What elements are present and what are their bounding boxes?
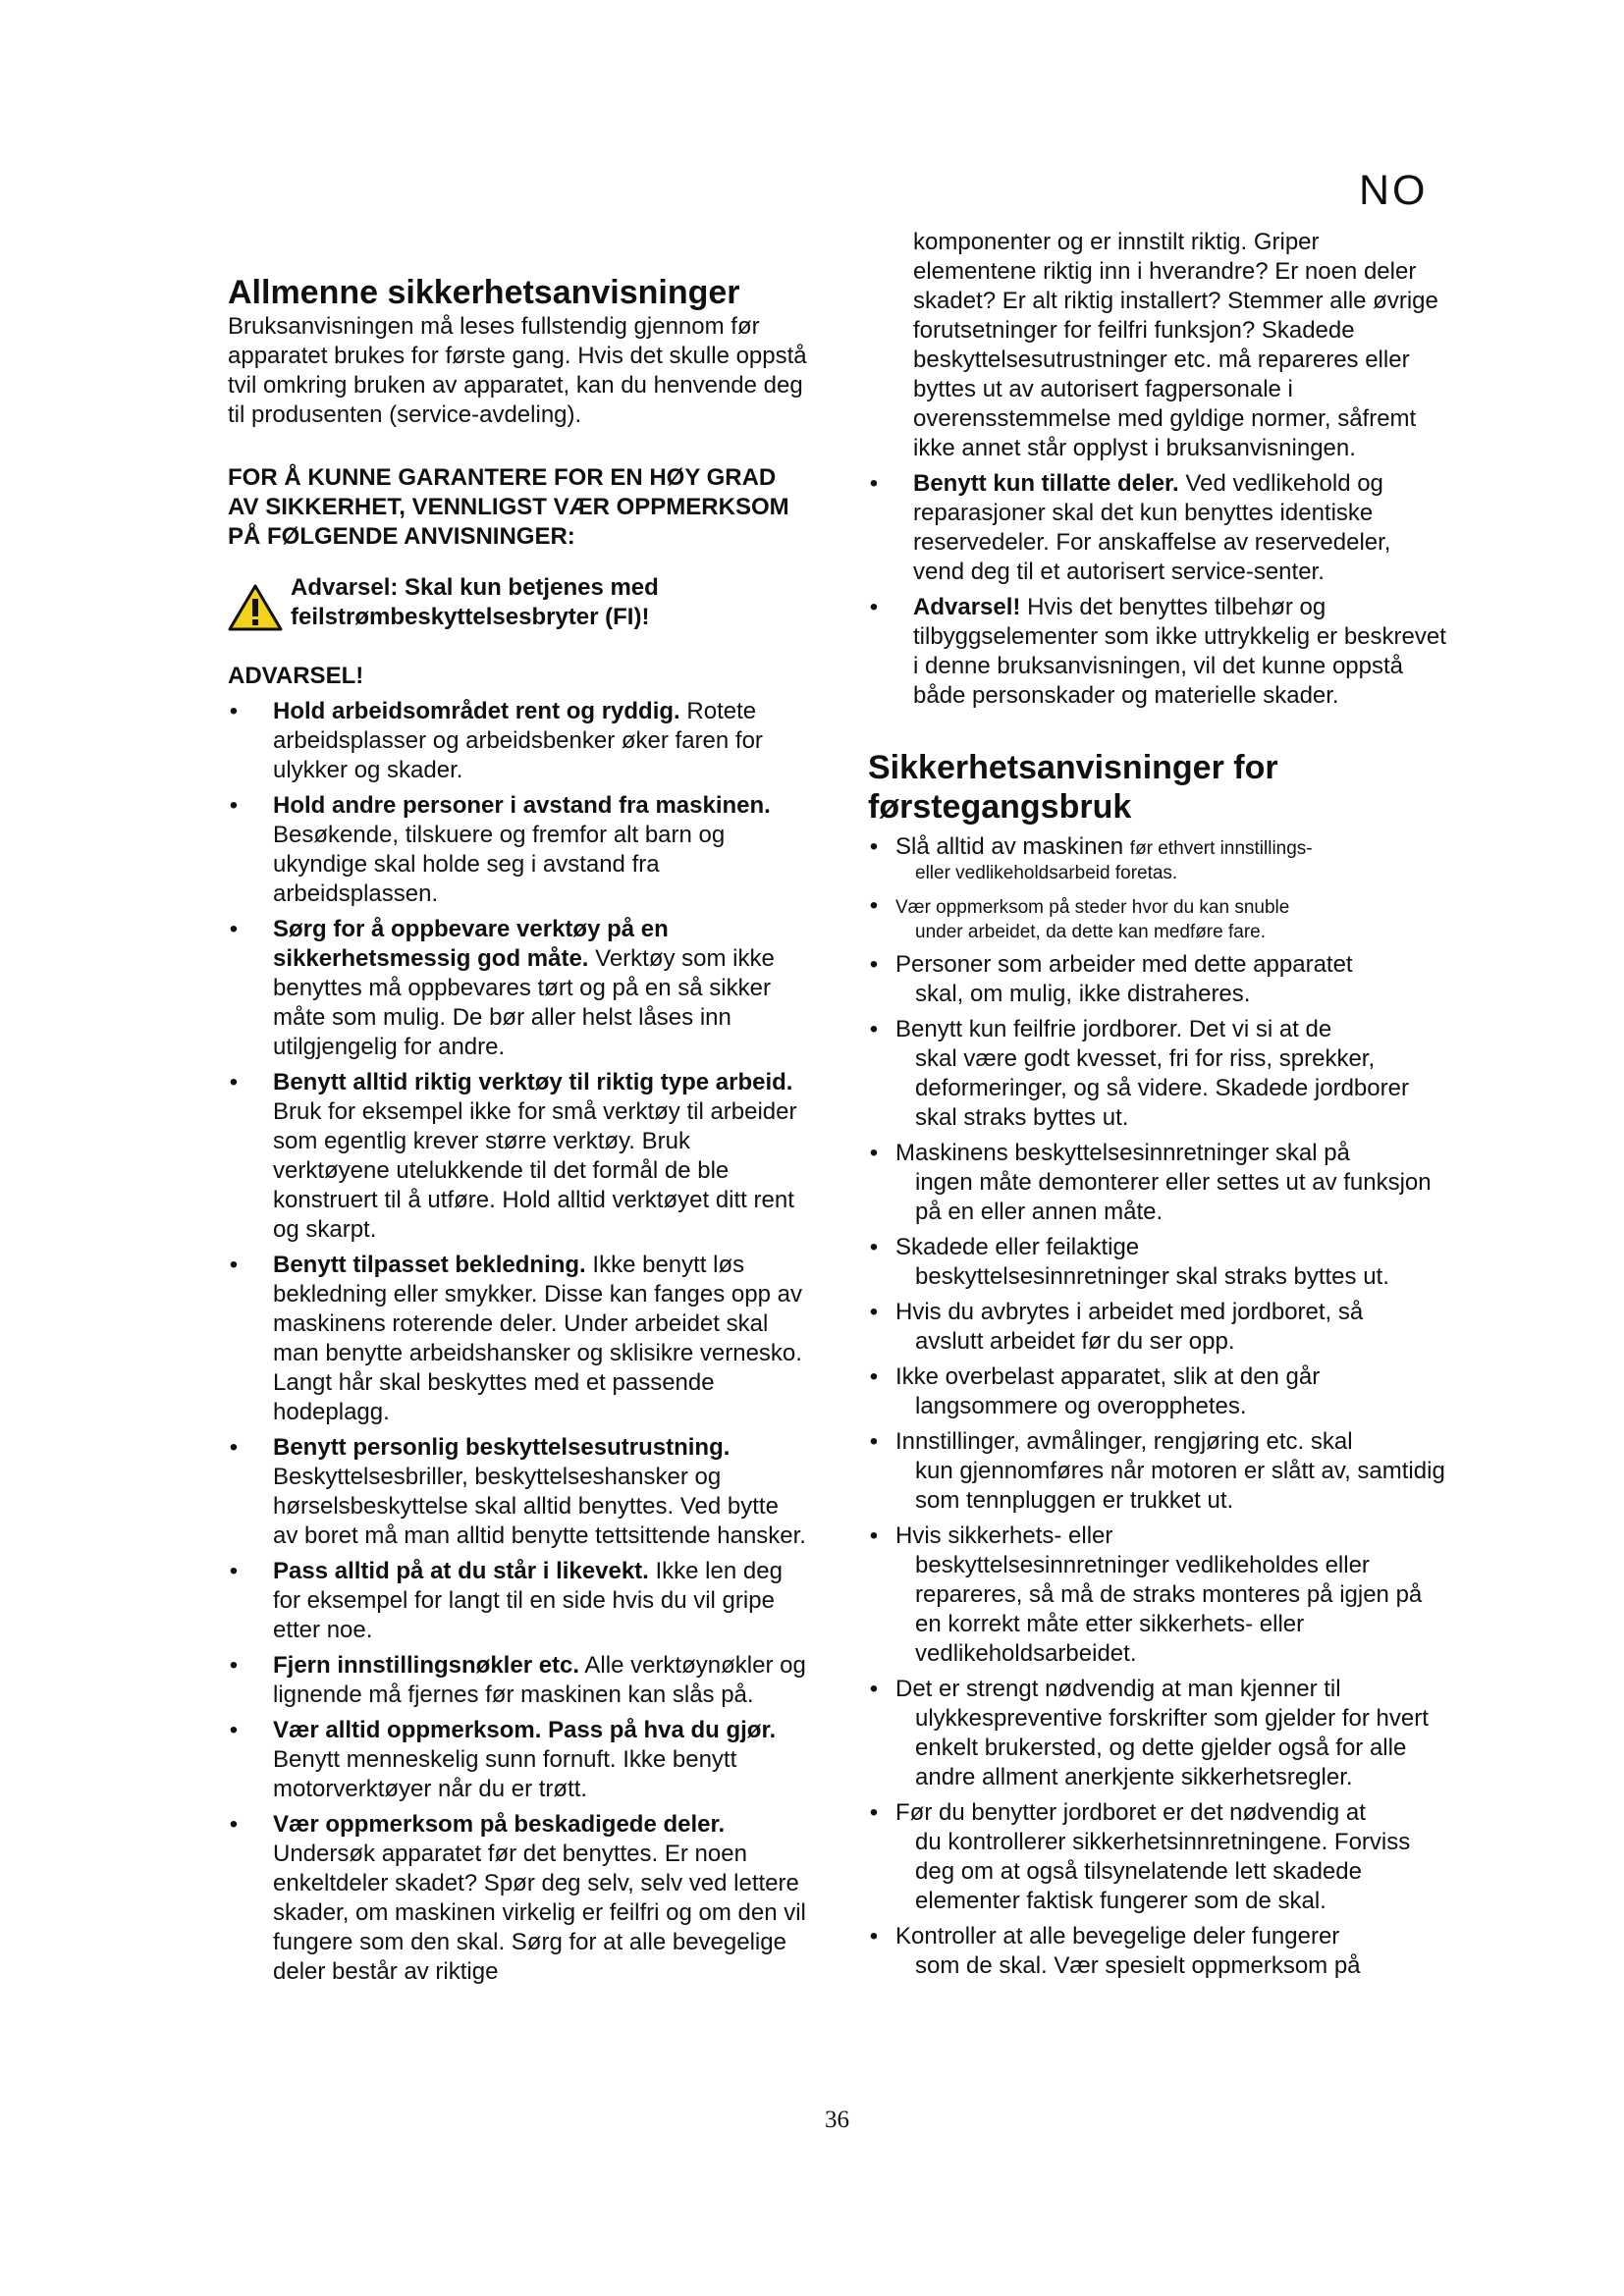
item-continuation: ingen måte demonterer eller settes ut av funksjon på en eller annen måte. [915, 1169, 1432, 1225]
item-continuation: beskyttelsesinnretninger skal straks byttes ut. [915, 1263, 1389, 1290]
list-item [868, 1298, 1447, 1357]
bullet-icon: • [869, 1923, 879, 1949]
item-text: Ved vedlikehold og reparasjoner skal det kun benyttes identiske reservedeler. For anskaffelse av reservedeler, vend deg til et autorisert service-senter. [913, 470, 1391, 585]
list-item [228, 1557, 807, 1645]
item-continuation: avslutt arbeidet før du ser opp. [915, 1328, 1235, 1355]
list-item [868, 1427, 1447, 1516]
bullet-icon: • [869, 470, 879, 497]
item-text: Hvis sikkerhets- eller [895, 1522, 1113, 1549]
item-text: Verktøy som ikke benyttes må oppbevares tørt og på en så sikker måte som mulig. De bør aller helst låses inn utilgjengelig for andre. [273, 945, 775, 1060]
item-text: Alle verktøynøkler og lignende må fjernes før maskinen kan slås på. [273, 1652, 806, 1708]
first-use-list [868, 832, 1447, 1981]
item-text: Innstillinger, avmålinger, rengjøring etc. skal [895, 1428, 1353, 1455]
caps-notice: FOR Å KUNNE GARANTERE FOR EN HØY GRAD AV SIKKERHET, VENNLIGST VÆR OPPMERKSOM PÅ FØLGENDE ANVISNINGER: [228, 464, 789, 550]
bullet-icon: • [869, 1522, 879, 1549]
list-item [228, 1251, 807, 1427]
page-number: 36 [825, 2107, 849, 2133]
language-code: NO [1359, 167, 1429, 214]
item-continuation: skal være godt kvesset, fri for riss, sprekker, deformeringer, og så videre. Skadede jordborer skal straks byttes ut. [915, 1045, 1409, 1131]
item-continuation: kun gjennomføres når motoren er slått av, samtidig som tennpluggen er trukket ut. [915, 1458, 1445, 1514]
list-item [868, 1139, 1447, 1227]
item-text: Skadede eller feilaktige [895, 1234, 1140, 1260]
section-title-first-use: Sikkerhetsanvisninger for førstegangsbruk [868, 749, 1278, 826]
list-item [228, 697, 807, 785]
item-lead: Advarsel! [913, 594, 1021, 620]
item-text: Hvis du avbrytes i arbeidet med jordboret, så [895, 1299, 1364, 1325]
item-continuation: ulykkespreventive forskrifter som gjelder for hvert enkelt brukersted, og dette gjelder også for alle andre allment anerkjente sikkerhetsregler. [915, 1705, 1429, 1790]
item-text: Bruk for eksempel ikke for små verktøy til arbeider som egentlig krever større verktøy. Bruk verktøyene utelukkende til det formål de ble konstruert til å utføre. Hold alltid verktøyet ditt rent og skarpt. [273, 1098, 797, 1243]
list-item [868, 891, 1447, 944]
advarsel-label: ADVARSEL! [228, 663, 364, 689]
list-item [868, 1522, 1447, 1669]
list-item [228, 1433, 807, 1551]
bullet-icon: • [869, 1799, 879, 1826]
item-text: Maskinens beskyttelsesinnretninger skal på [895, 1140, 1350, 1166]
list-item [868, 1798, 1447, 1916]
item-lead: Pass alltid på at du står i likevekt. [273, 1558, 649, 1584]
bullet-icon: • [869, 951, 879, 978]
item-text: Undersøk apparatet før det benyttes. Er noen enkeltdeler skadet? Spør deg selv, selv ved lettere skader, om maskinen virkelig er feilfri og om den vil fungere som den skal. Sørg for at alle bevegelige deler består av riktige [273, 1841, 806, 1985]
item-text: Personer som arbeider med dette apparatet [895, 951, 1353, 978]
bullet-icon: • [229, 1252, 239, 1278]
list-item [228, 1716, 807, 1804]
item-text: Benytt menneskelig sunn fornuft. Ikke benytt motorverktøyer når du er trøtt. [273, 1746, 737, 1802]
item-lead: Benytt tilpasset bekledning. [273, 1252, 586, 1278]
bullet-icon: • [869, 1363, 879, 1390]
bullet-icon: • [869, 1299, 879, 1325]
bullet-icon: • [229, 1652, 239, 1679]
item-small-text: før ethvert innstillings- [1129, 838, 1313, 859]
bullet-icon: • [869, 833, 879, 860]
right-column [868, 228, 1447, 1981]
item-text: Hvis det benyttes tilbehør og tilbyggselementer som ikke uttrykkelig er beskrevet i denne bruksanvisningen, vil det kunne oppstå både personskader og materielle skader. [913, 594, 1446, 709]
bullet-icon: • [869, 1234, 879, 1260]
list-item [868, 593, 1447, 711]
item-lead: Benytt alltid riktig verktøy til riktig type arbeid. [273, 1069, 793, 1095]
item-continuation: skal, om mulig, ikke distraheres. [915, 981, 1251, 1007]
item-text: Rotete arbeidsplasser og arbeidsbenker øker faren for ulykker og skader. [273, 698, 763, 783]
item-text: Benytt kun feilfrie jordborer. Det vi si at de [895, 1016, 1332, 1042]
right-parts-list [868, 469, 1447, 711]
item-text: Beskyttelsesbriller, beskyttelseshansker og hørselsbeskyttelse skal alltid benyttes. Ved bytte av boret må man alltid benytte tettsittende hansker. [273, 1464, 806, 1549]
list-item [868, 1675, 1447, 1792]
warning-line [228, 573, 807, 632]
item-lead: Benytt personlig beskyttelsesutrustning. [273, 1434, 731, 1461]
bullet-icon: • [869, 594, 879, 620]
warning-text: Advarsel: Skal kun betjenes med feilstrømbeskyttelsesbryter (FI)! [291, 574, 659, 630]
item-text: Slå alltid av maskinen [895, 833, 1124, 860]
continuation-paragraph: komponenter og er innstilt riktig. Griper elementene riktig inn i hverandre? Er noen deler skadet? Er alt riktig installert? Stemmer alle øvrige forutsetninger for feilfri funksjon? Skadede beskyttelsesutrustninger etc. må repareres eller byttes ut av autorisert fagpersonale i overensstemmelse med gyldige normer, såfremt ikke annet står opplyst i bruksanvisningen. [913, 229, 1438, 461]
bullet-icon: • [229, 1069, 239, 1095]
list-item [868, 1922, 1447, 1981]
item-text: Ikke benytt løs bekledning eller smykker. Disse kan fanges opp av maskinens roterende deler. Under arbeidet skal man benytte arbeidshansker og sklisikre vernesko. Langt hår skal beskyttes med et passende hodeplagg. [273, 1252, 802, 1425]
item-text: Før du benytter jordboret er det nødvendig at [895, 1799, 1366, 1826]
item-lead: Benytt kun tillatte deler. [913, 470, 1179, 497]
item-continuation: som de skal. Vær spesielt oppmerksom på [915, 1952, 1361, 1979]
item-lead: Hold andre personer i avstand fra maskinen. [273, 792, 771, 819]
item-small-text: Vær oppmerksom på steder hvor du kan snuble [895, 897, 1290, 918]
list-item [228, 915, 807, 1062]
item-text: Ikke len deg for eksempel for langt til en side hvis du vil gripe etter noe. [273, 1558, 783, 1643]
list-item [868, 1362, 1447, 1421]
list-item [868, 469, 1447, 587]
bullet-icon: • [229, 1434, 239, 1461]
list-item [228, 791, 807, 909]
bullet-icon: • [229, 698, 239, 724]
list-item [228, 1810, 807, 1987]
bullet-icon: • [229, 1558, 239, 1584]
bullet-icon: • [229, 1717, 239, 1743]
list-item [228, 1651, 807, 1710]
item-lead: Fjern innstillingsnøkler etc. [273, 1652, 580, 1679]
item-text: Det er strengt nødvendig at man kjenner til [895, 1676, 1341, 1702]
item-continuation: under arbeidet, da dette kan medføre fare. [915, 922, 1266, 942]
item-text: Ikke overbelast apparatet, slik at den går [895, 1363, 1321, 1390]
bullet-icon: • [869, 1676, 879, 1702]
left-safety-list [228, 697, 807, 1987]
bullet-icon: • [869, 1140, 879, 1166]
item-text: Besøkende, tilskuere og fremfor alt barn og ukyndige skal holde seg i avstand fra arbeidsplassen. [273, 822, 726, 907]
bullet-icon: • [229, 792, 239, 819]
item-continuation: langsommere og overopphetes. [915, 1393, 1247, 1419]
item-lead: Sørg for å oppbevare verktøy på en sikkerhetsmessig god måte. [273, 916, 669, 972]
bullet-icon: • [229, 916, 239, 942]
item-continuation: du kontrollerer sikkerhetsinnretningene. Forviss deg om at også tilsynelatende lett skadede elementer faktisk fungerer som de skal. [915, 1829, 1411, 1914]
bullet-icon: • [869, 1016, 879, 1042]
list-item [868, 1233, 1447, 1292]
list-item [868, 1015, 1447, 1133]
intro-paragraph: Bruksanvisningen må leses fullstendig gjennom før apparatet brukes for første gang. Hvis det skulle oppstå tvil omkring bruken av apparatet, kan du henvende deg til produsenten (service-avdeling). [228, 313, 807, 428]
bullet-icon: • [229, 1811, 239, 1838]
item-lead: Vær alltid oppmerksom. Pass på hva du gjør. [273, 1717, 777, 1743]
bullet-icon: • [869, 892, 879, 919]
list-item [868, 832, 1447, 885]
item-text: Kontroller at alle bevegelige deler fungerer [895, 1923, 1340, 1949]
warning-triangle-icon [228, 583, 283, 632]
list-item [228, 1068, 807, 1245]
item-continuation: beskyttelsesinnretninger vedlikeholdes eller repareres, så må de straks monteres på igjen på en korrekt måte etter sikkerhets- eller vedlikeholdsarbeidet. [915, 1552, 1423, 1667]
item-lead: Hold arbeidsområdet rent og ryddig. [273, 698, 680, 724]
section-title-general-safety: Allmenne sikkerhetsanvisninger [228, 274, 740, 311]
item-continuation: eller vedlikeholdsarbeid foretas. [915, 863, 1178, 883]
list-item [868, 950, 1447, 1009]
bullet-icon: • [869, 1428, 879, 1455]
item-lead: Vær oppmerksom på beskadigede deler. [273, 1811, 726, 1838]
left-column [228, 228, 807, 1987]
